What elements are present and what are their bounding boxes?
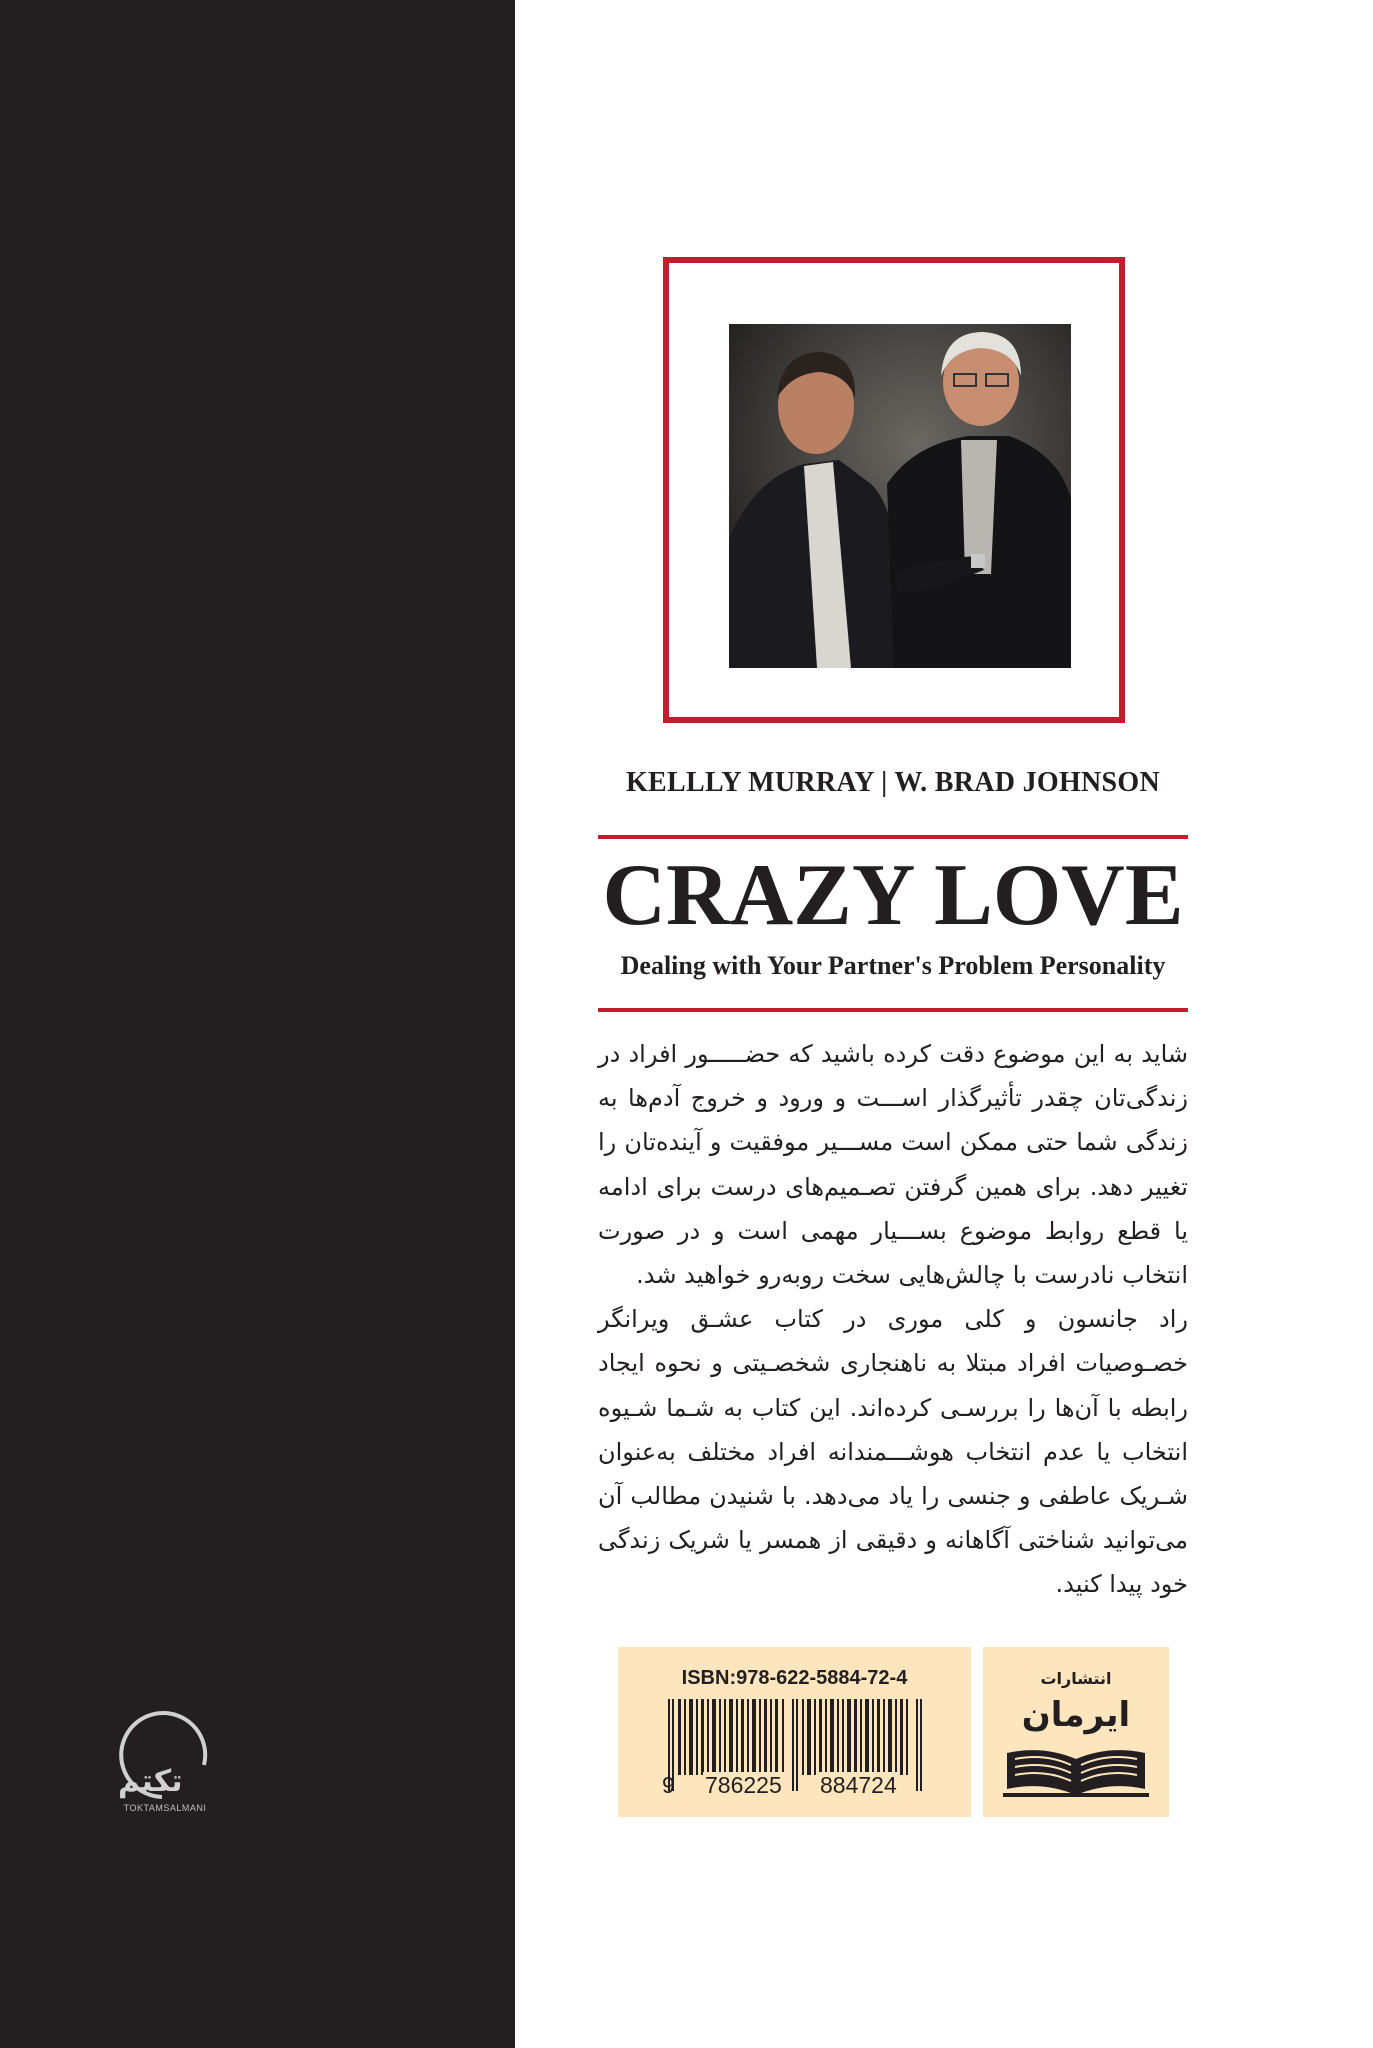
ean-left-digits: 786225 xyxy=(705,1772,782,1798)
book-blurb xyxy=(598,1032,1188,1607)
blurb-paragraph: راد جانسون و کلی موری در کتاب عشـق ویرانگر خصـوصیات افراد مبتلا به ناهنجاری شخصـیتی و نحوه ایجاد رابطه با آن‌ها را بررسـی کرده‌اند. این کتاب به شـما شـیوه انتخاب یا عدم انتخاب هوشـــمندانه افراد مختلف به‌عنوان شـریک عاطفی و جنسی را یاد می‌دهد. با شنیدن مطالب آن می‌توانید شناختی آگاهانه و دقیقی از همسر یا شریک زندگی خود پیدا کنید. xyxy=(598,1305,1188,1599)
blurb-paragraph: شاید به این موضوع دقت کرده باشید که حضـــــور افراد در زندگی‌تان چقدر تأثیرگذار اســـت و ورود و خروج آدم‌ها به زندگی شما حتی ممکن است مســـیر موفقیت و آینده‌تان را تغییر دهد. برای همین گرفتن تصـمیم‌های درست برای ادامه یا قطع روابط موضوع بســـیار مهمی است و در صورت انتخاب نادرست با چالش‌هایی سخت روبه‌رو خواهید شد. xyxy=(598,1040,1188,1290)
designer-logo-icon xyxy=(100,1705,230,1815)
open-book-icon xyxy=(1003,1745,1149,1801)
dark-spine-panel xyxy=(0,0,515,2048)
author-photo-frame xyxy=(663,257,1125,723)
bottom-divider xyxy=(598,1008,1188,1012)
designer-logo-lettering: تکتم xyxy=(118,1764,183,1799)
author-names: KELLLY MURRAY | W. BRAD JOHNSON xyxy=(625,767,1161,798)
publisher-prefix: انتشارات xyxy=(1040,1669,1112,1688)
ean-right-digits: 884724 xyxy=(820,1772,897,1798)
designer-credit: TOKTAMSALMANI xyxy=(123,1803,207,1813)
ean-first-digit: 9 xyxy=(662,1772,675,1798)
publisher-name: ایرمان xyxy=(1021,1695,1131,1735)
isbn-number: ISBN:978-622-5884-72-4 xyxy=(681,1667,908,1689)
publisher-logo xyxy=(983,1647,1169,1817)
book-title: CRAZY LOVE xyxy=(602,847,1184,944)
book-subtitle: Dealing with Your Partner's Problem Personality xyxy=(620,951,1166,980)
author-photo xyxy=(729,324,1071,668)
barcode-label xyxy=(618,1647,971,1817)
top-divider xyxy=(598,835,1188,839)
